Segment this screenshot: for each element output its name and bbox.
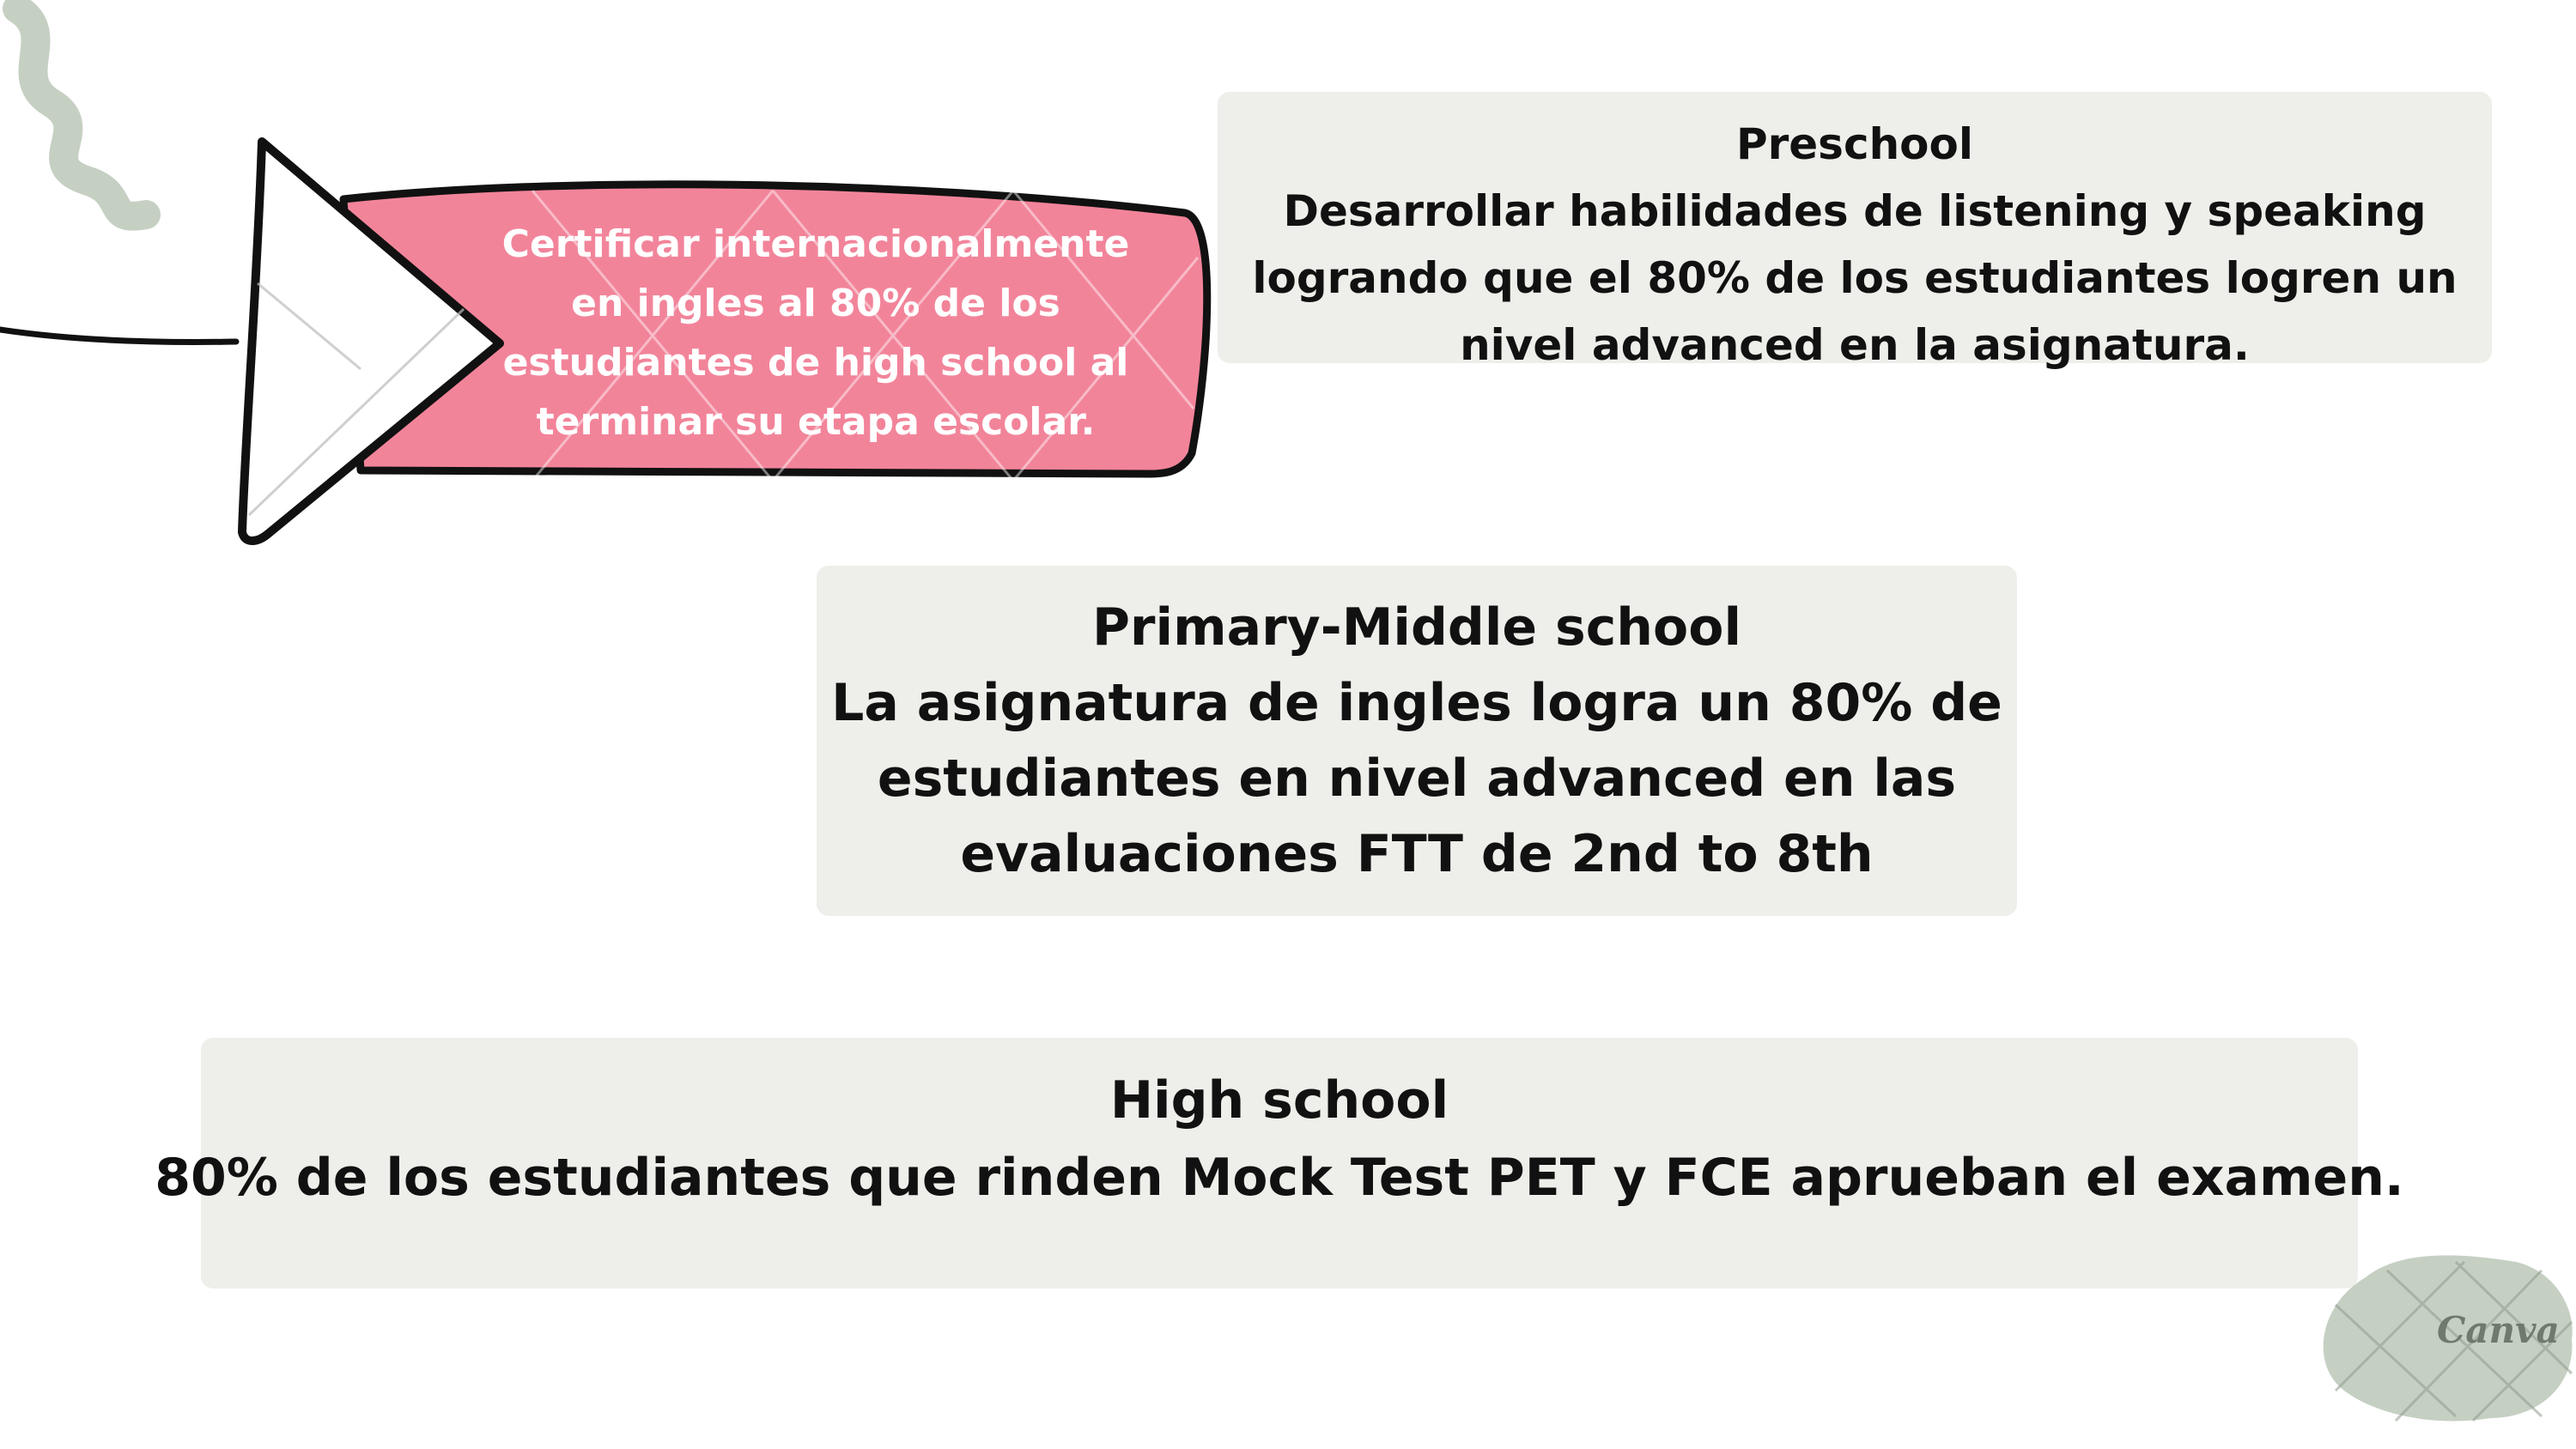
primary-middle-line: La asignatura de ingles logra un 80% de bbox=[831, 673, 2002, 733]
preschool-line: nivel advanced en la asignatura. bbox=[1460, 320, 2250, 370]
primary-middle-title: Primary-Middle school bbox=[1091, 597, 1742, 658]
squiggle-decoration bbox=[17, 9, 146, 216]
high-school-title: High school bbox=[1109, 1070, 1449, 1131]
goal-text bbox=[489, 215, 1142, 452]
connector-line bbox=[0, 330, 236, 342]
goal-line: terminar su etapa escolar. bbox=[536, 400, 1096, 444]
goal-line: Certificar internacionalmente bbox=[501, 222, 1130, 266]
preschool-line: Desarrollar habilidades de listening y speaking bbox=[1283, 186, 2427, 236]
preschool-line: logrando que el 80% de los estudiantes logren un bbox=[1252, 253, 2458, 303]
primary-middle-line: estudiantes en nivel advanced en las bbox=[877, 749, 1957, 809]
primary-middle-line: evaluaciones FTT de 2nd to 8th bbox=[960, 824, 1874, 884]
high-school-line: 80% de los estudiantes que rinden Mock Test PET y FCE aprueban el examen. bbox=[155, 1148, 2404, 1208]
preschool-title: Preschool bbox=[1735, 119, 1974, 169]
canva-logo: Canva bbox=[2437, 1309, 2560, 1351]
goal-line: estudiantes de high school al bbox=[502, 341, 1129, 385]
high-school-card bbox=[155, 1038, 2404, 1288]
primary-middle-card bbox=[817, 566, 2017, 916]
goal-line: en ingles al 80% de los bbox=[571, 282, 1060, 325]
preschool-card bbox=[1218, 92, 2492, 370]
